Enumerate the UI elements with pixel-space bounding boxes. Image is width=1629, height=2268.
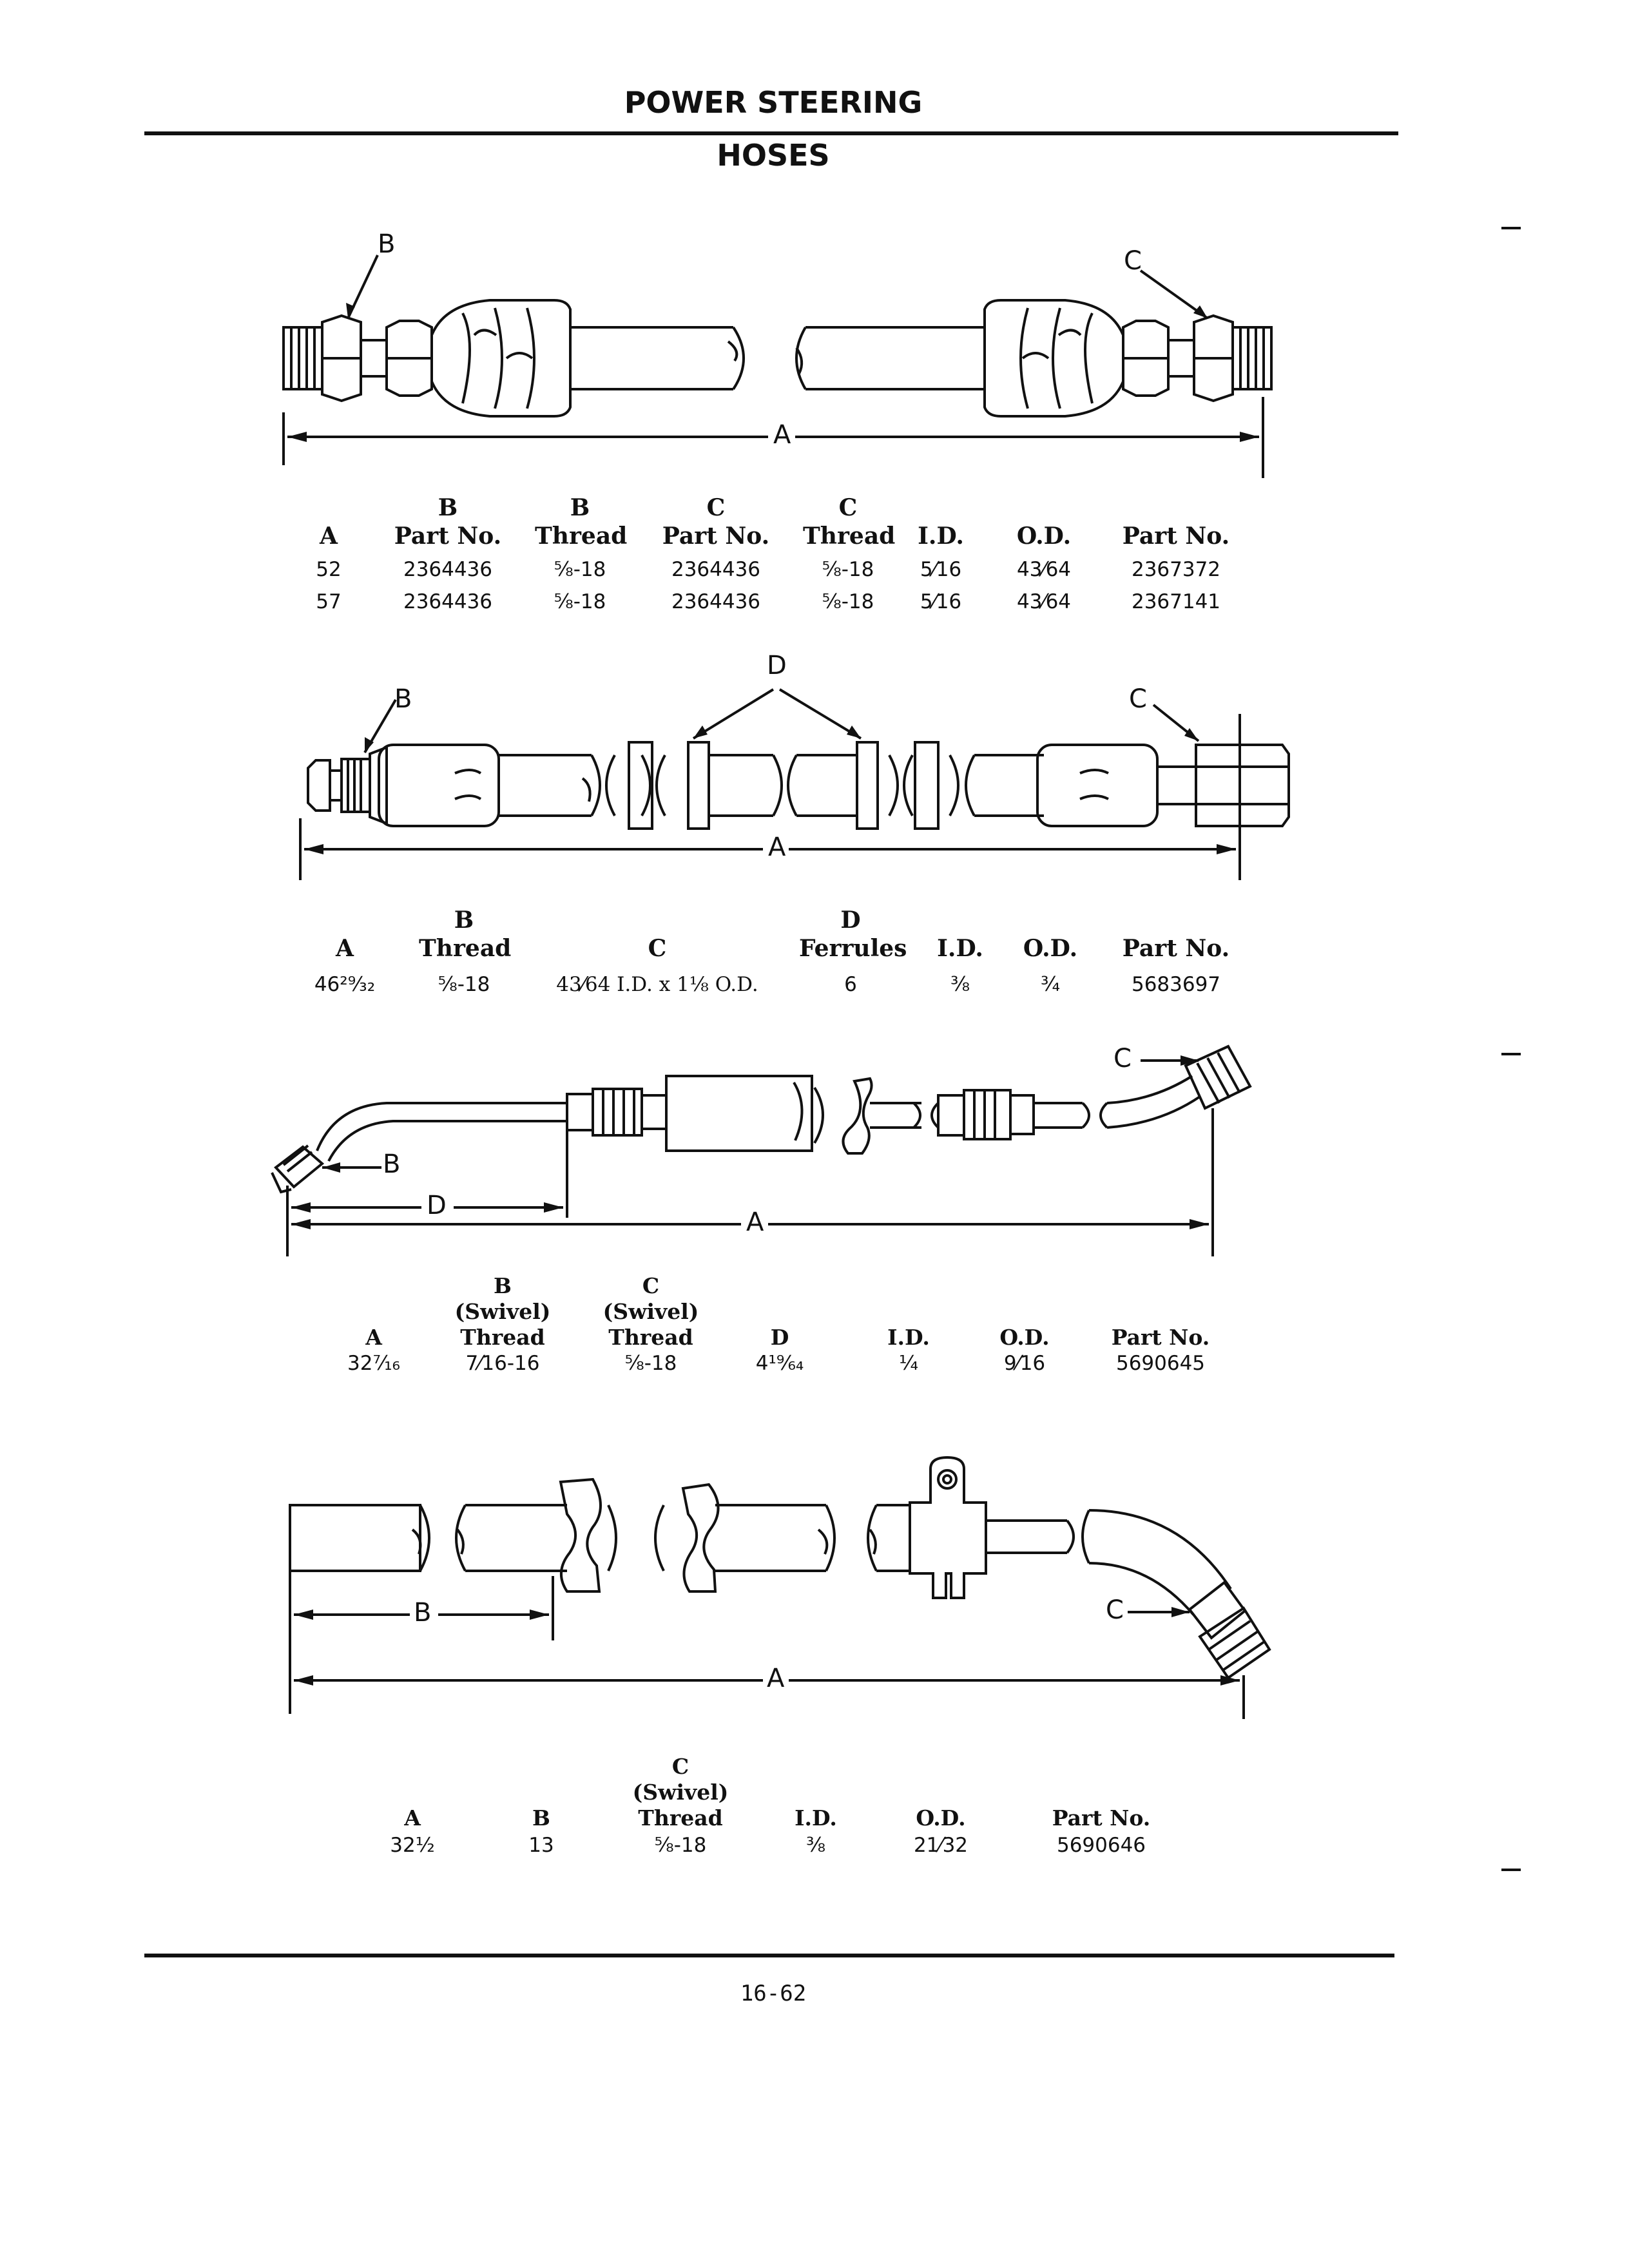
col-header-d-ferrules: D Ferrules <box>799 907 907 962</box>
callout-c: C <box>1106 1595 1124 1625</box>
dimension-a-label: A <box>768 832 786 862</box>
margin-mark <box>1501 1053 1521 1055</box>
cell-id: ⅜ <box>950 973 970 996</box>
col-header-part-no: Part No. <box>1122 935 1230 962</box>
cell-d-ferrules: 6 <box>844 973 857 996</box>
col-header-a: A <box>336 935 354 962</box>
dimension-a-label: A <box>773 420 791 450</box>
cell-c-thread: ⅝-18 <box>822 590 874 613</box>
cell-c: 43⁄64 I.D. x 1⅛ O.D. <box>556 973 758 996</box>
callout-c: C <box>1129 684 1147 714</box>
col-header-c-thread: C Thread <box>803 494 896 550</box>
dimension-a-label: A <box>746 1207 764 1237</box>
cell-id: 5⁄16 <box>920 590 962 613</box>
col-header-a: A <box>404 1805 421 1831</box>
col-header-od: O.D. <box>999 1325 1050 1350</box>
col-header-id: I.D. <box>795 1805 837 1831</box>
cell-d: 4¹⁹⁄₆₄ <box>755 1352 804 1375</box>
margin-mark <box>1501 1869 1521 1871</box>
col-header-a: A <box>365 1325 382 1350</box>
col-header-b-part-no: B Part No. <box>394 494 502 550</box>
callout-d: D <box>767 651 787 680</box>
cell-c-thread: ⅝-18 <box>624 1352 677 1375</box>
dimension-d-label: D <box>427 1191 447 1220</box>
cell-a: 32⁷⁄₁₆ <box>347 1352 400 1375</box>
dimension-a-label: A <box>767 1664 785 1693</box>
col-header-a: A <box>320 523 338 550</box>
cell-id: ⅜ <box>805 1834 826 1857</box>
cell-b-thread: ⅝-18 <box>554 558 606 581</box>
cell-c-thread: ⅝-18 <box>654 1834 707 1857</box>
cell-part-no: 5683697 <box>1131 973 1221 996</box>
cell-c-thread: ⅝-18 <box>822 558 874 581</box>
col-header-id: I.D. <box>887 1325 930 1350</box>
cell-b-part-no: 2364436 <box>403 590 493 613</box>
col-header-od: O.D. <box>916 1805 966 1831</box>
col-header-c-swivel-thread: C (Swivel) Thread <box>602 1273 699 1350</box>
cell-od: ¾ <box>1040 973 1061 996</box>
header-rule <box>144 131 1398 135</box>
callout-c: C <box>1113 1044 1132 1073</box>
cell-part-no: 5690645 <box>1115 1352 1206 1375</box>
callout-b: B <box>378 229 396 259</box>
cell-id: ¼ <box>898 1352 919 1375</box>
page-title: POWER STEERING <box>624 85 923 120</box>
cell-b-thread: 7⁄16-16 <box>465 1352 540 1375</box>
cell-od: 9⁄16 <box>1003 1352 1046 1375</box>
cell-a: 57 <box>316 590 342 613</box>
cell-id: 5⁄16 <box>920 558 962 581</box>
cell-b-thread: ⅝-18 <box>438 973 490 996</box>
cell-a: 46²⁹⁄₃₂ <box>314 973 376 996</box>
col-header-part-no: Part No. <box>1052 1805 1151 1831</box>
cell-od: 43⁄64 <box>1016 558 1072 581</box>
col-header-b-swivel-thread: B (Swivel) Thread <box>454 1273 551 1350</box>
col-header-c-swivel-thread: C (Swivel) Thread <box>632 1754 729 1831</box>
cell-a: 52 <box>316 558 342 581</box>
cell-a: 32½ <box>390 1834 435 1857</box>
callout-b: B <box>383 1149 401 1179</box>
cell-b-part-no: 2364436 <box>403 558 493 581</box>
cell-c-part-no: 2364436 <box>671 558 761 581</box>
col-header-c-part-no: C Part No. <box>662 494 770 550</box>
col-header-b-thread: B Thread <box>419 907 512 962</box>
col-header-part-no: Part No. <box>1111 1325 1210 1350</box>
col-header-part-no: Part No. <box>1122 523 1230 550</box>
cell-part-no: 2367141 <box>1131 590 1221 613</box>
col-header-c: C <box>648 935 667 962</box>
callout-b: B <box>394 684 412 714</box>
col-header-b-thread: B Thread <box>535 494 628 550</box>
dimension-b-label: B <box>414 1598 432 1628</box>
col-header-b: B <box>532 1805 550 1831</box>
col-header-od: O.D. <box>1016 523 1072 550</box>
cell-b-thread: ⅝-18 <box>554 590 606 613</box>
cell-c-part-no: 2364436 <box>671 590 761 613</box>
cell-part-no: 2367372 <box>1131 558 1221 581</box>
cell-b: 13 <box>528 1834 554 1857</box>
callout-c: C <box>1124 246 1142 276</box>
margin-mark <box>1501 227 1521 229</box>
col-header-d: D <box>770 1325 789 1350</box>
col-header-od: O.D. <box>1023 935 1078 962</box>
page-number: 16-62 <box>740 1981 807 2006</box>
page-subtitle: HOSES <box>717 138 830 173</box>
cell-od: 21⁄32 <box>913 1834 969 1857</box>
cell-od: 43⁄64 <box>1016 590 1072 613</box>
col-header-id: I.D. <box>918 523 964 550</box>
cell-part-no: 5690646 <box>1056 1834 1146 1857</box>
col-header-id: I.D. <box>937 935 983 962</box>
